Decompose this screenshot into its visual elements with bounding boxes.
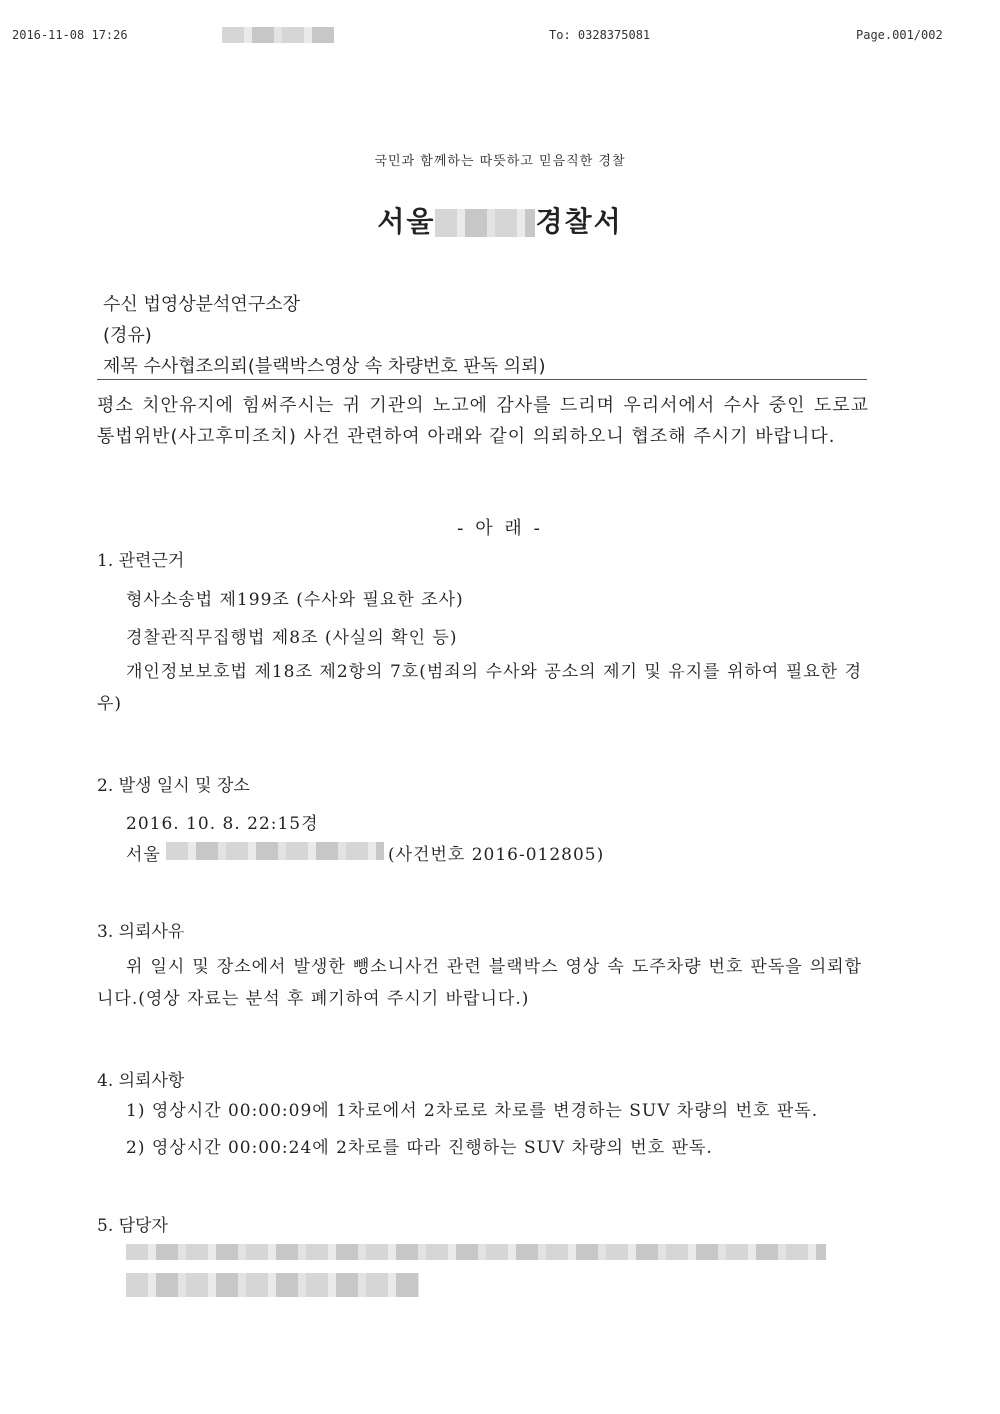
title-prefix: 서울 xyxy=(377,205,436,238)
fax-datetime: 2016-11-08 17:26 xyxy=(12,28,128,42)
request-item-1: 1) 영상시간 00:00:09에 1차로에서 2차로로 차로를 변경하는 SUV 차량의 번호 판독. xyxy=(126,1101,819,1121)
legal-basis-3-text: 개인정보보호법 제18조 제2항의 7호(범죄의 수사와 공소의 제기 및 유지를 위하여 필요한 경우) xyxy=(97,662,862,714)
fax-recipient-number: To: 0328375081 xyxy=(549,28,651,42)
subject-line: 제목 수사협조의뢰(블랙박스영상 속 차량번호 판독 의뢰) xyxy=(103,356,546,377)
redacted-address xyxy=(166,842,384,860)
section-3-title: 3. 의뢰사유 xyxy=(97,922,185,942)
via-line: (경유) xyxy=(103,325,152,346)
case-number: (사건번호 2016-012805) xyxy=(388,845,605,865)
fax-page-number: Page.001/002 xyxy=(856,28,943,42)
section-4-title: 4. 의뢰사항 xyxy=(97,1071,185,1091)
title-suffix: 경찰서 xyxy=(535,205,623,238)
section-5-title: 5. 담당자 xyxy=(97,1216,168,1236)
request-reason-text: 위 일시 및 장소에서 발생한 뺑소니사건 관련 블랙박스 영상 속 도주차량 번호 판독을 의뢰합니다.(영상 자료는 분석 후 폐기하여 주시기 바랍니다.) xyxy=(97,957,862,1009)
request-reason xyxy=(97,951,862,1015)
redacted-sender xyxy=(222,27,334,43)
legal-basis-1: 형사소송법 제199조 (수사와 필요한 조사) xyxy=(126,590,464,610)
section-1-title: 1. 관련근거 xyxy=(97,551,185,571)
header-divider xyxy=(97,379,867,380)
legal-basis-2: 경찰관직무집행법 제8조 (사실의 확인 등) xyxy=(126,628,458,648)
legal-basis-3 xyxy=(97,656,862,720)
redacted-station-name xyxy=(435,209,535,237)
redacted-contact-line-2 xyxy=(126,1273,419,1297)
recipient-line: 수신 법영상분석연구소장 xyxy=(103,294,300,315)
slogan: 국민과 함께하는 따뜻하고 믿음직한 경찰 xyxy=(374,154,626,169)
incident-datetime: 2016. 10. 8. 22:15경 xyxy=(126,814,319,834)
incident-place-prefix: 서울 xyxy=(126,845,161,865)
section-divider-label: - 아 래 - xyxy=(457,518,543,539)
request-item-2: 2) 영상시간 00:00:24에 2차로를 따라 진행하는 SUV 차량의 번호 판독. xyxy=(126,1138,713,1158)
intro-paragraph: 평소 치안유지에 힘써주시는 귀 기관의 노고에 감사를 드리며 우리서에서 수사 중인 도로교통법위반(사고후미조치) 사건 관련하여 아래와 같이 의뢰하오니 협조해 주시기 바랍니다. xyxy=(97,395,869,447)
page-title xyxy=(0,200,1000,240)
redacted-contact-line-1 xyxy=(126,1244,826,1260)
section-2-title: 2. 발생 일시 및 장소 xyxy=(97,776,250,796)
